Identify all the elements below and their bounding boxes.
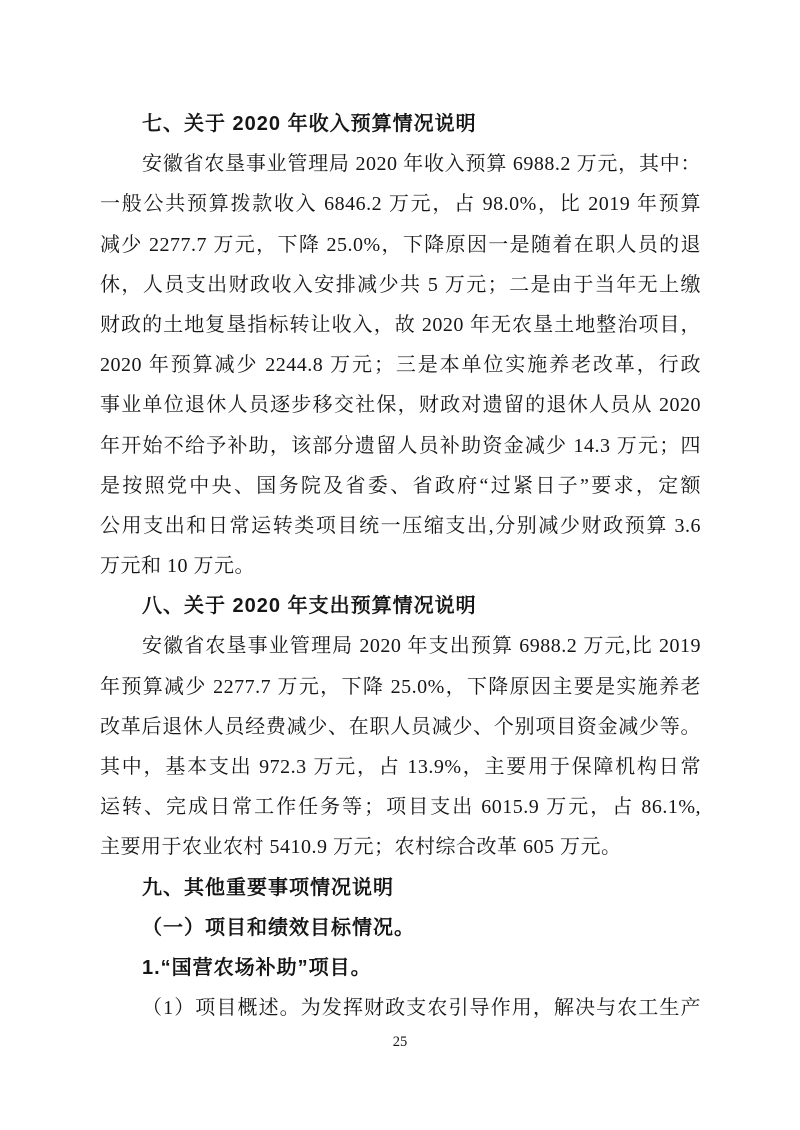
document-body: [100, 104, 701, 1028]
text-line: 财政的土地复垦指标转让收入，故 2020 年无农垦土地整治项目，: [100, 313, 701, 336]
text-line: 安徽省农垦事业管理局 2020 年收入预算 6988.2 万元，其中：: [142, 153, 701, 176]
section-heading: 七、关于 2020 年收入预算情况说明: [142, 113, 477, 135]
text-line: 年预算减少 2277.7 万元，下降 25.0%，下降原因主要是实施养老: [100, 675, 701, 698]
section-heading: 九、其他重要事项情况说明: [142, 876, 394, 899]
section-heading: （一）项目和绩效目标情况。: [142, 916, 415, 939]
text-line: （1）项目概述。为发挥财政支农引导作用，解决与农工生产: [142, 997, 701, 1020]
text-line: 安徽省农垦事业管理局 2020 年支出预算 6988.2 万元,比 2019: [142, 635, 701, 658]
text-line: 公用支出和日常运转类项目统一压缩支出,分别减少财政预算 3.6: [100, 514, 701, 537]
text-line: 休，人员支出财政收入安排减少共 5 万元；二是由于当年无上缴: [100, 273, 701, 296]
text-line: 万元和 10 万元。: [100, 555, 255, 578]
text-line: 改革后退休人员经费减少、在职人员减少、个别项目资金减少等。: [100, 715, 701, 738]
text-line: 2020 年预算减少 2244.8 万元；三是本单位实施养老改革，行政: [100, 354, 701, 377]
section-heading: 八、关于 2020 年支出预算情况说明: [142, 595, 477, 618]
text-line: 其中，基本支出 972.3 万元，占 13.9%，主要用于保障机构日常: [100, 756, 701, 778]
section-heading: 1.“国营农场补助”项目。: [142, 956, 372, 979]
text-line: 主要用于农业农村 5410.9 万元；农村综合改革 605 万元。: [100, 836, 622, 859]
page-number: 25: [392, 1034, 408, 1050]
text-line: 是按照党中央、国务院及省委、省政府“过紧日子”要求，定额: [100, 474, 701, 497]
text-line: 年开始不给予补助，该部分遗留人员补助资金减少 14.3 万元；四: [100, 434, 701, 457]
text-line: 事业单位退休人员逐步移交社保，财政对遗留的退休人员从 2020: [100, 394, 701, 417]
text-line: 减少 2277.7 万元，下降 25.0%，下降原因一是随着在职人员的退: [100, 233, 701, 256]
text-line: 一般公共预算拨款收入 6846.2 万元，占 98.0%，比 2019 年预算: [100, 193, 701, 216]
text-line: 运转、完成日常工作任务等；项目支出 6015.9 万元，占 86.1%,: [100, 796, 701, 819]
